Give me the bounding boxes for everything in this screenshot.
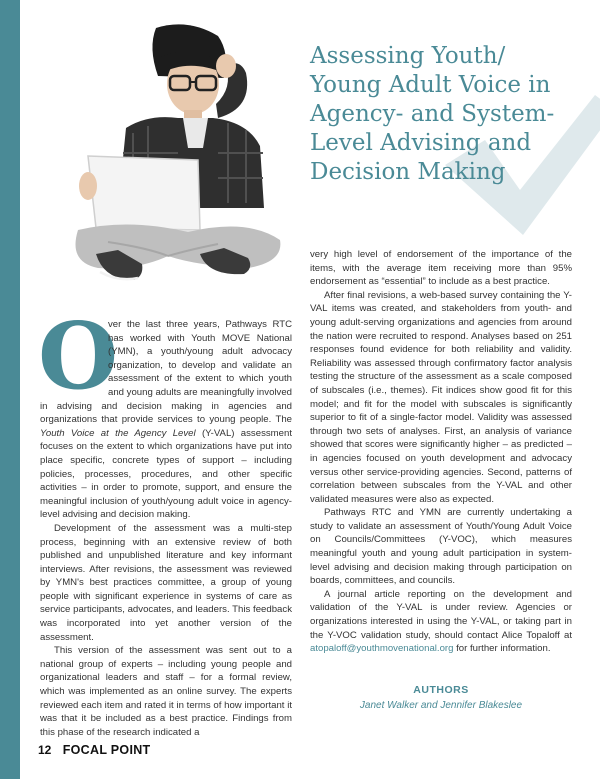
paragraph-y-voc: Pathways RTC and YMN are currently undertaking a study to validate an assessment of Youth/Young Adult Voice on Councils/Committees (Y-VOC), which measures meaningful youth and young adult participation in system-level advising and decision making through participation on boards, committees, and councils.: [310, 507, 572, 587]
contact-text-end: for further information.: [453, 643, 551, 655]
intro-paragraph: [38, 302, 293, 522]
page-number: 12: [38, 743, 52, 757]
right-column: [310, 248, 572, 656]
paragraph-expert-review: This version of the assessment was sent out to a national group of experts – including young people and organizational leaders and staff – for a formal review, which was implemented as an online survey. The experts reviewed each item and rated it in terms of how important it was that it be included as a best practice. Findings from this phase of the research indicated a: [40, 645, 292, 738]
side-accent-bar: [0, 0, 20, 779]
publication-name: FOCAL POINT: [62, 743, 151, 757]
authors-names: Janet Walker and Jennifer Blakeslee: [359, 700, 523, 711]
paragraph-contact: [310, 588, 572, 656]
left-column: [38, 302, 293, 739]
intro-text-end: (Y-VAL) assessment focuses on the extent to which organizations have put into place specific, concrete types of support – including policies, processes, procedures, and other specific activities – in order to promote, support, and ensure the meaningful inclusion of youth/young adult voice in agency-level advising and decision making.: [40, 427, 292, 521]
article-title: Assessing Youth/ Young Adult Voice in Agency- and System-Level Advising and Decision Making: [310, 43, 555, 185]
student-with-laptop-photo: [48, 18, 288, 288]
contact-text: A journal article reporting on the development and validation of the Y-VAL is under review. Agencies or organizations interested in using the Y-VAL, or taking part in the Y-VOC validation study, should contact Alice Topaloff at: [310, 588, 572, 641]
page-footer: [38, 743, 151, 757]
intro-italic-title: Youth Voice at the Agency Level: [40, 427, 196, 439]
paragraph-development: Development of the assessment was a multi-step process, beginning with an extensive review of both published and unpublished literature and key informant interviews. After revisions, the assessment was reviewed by YMN's best practices committee, a group of young people with significant experience in systems of care as service participants, advocates, and leaders. This feedback was incorporated into yet another version of the assessment.: [40, 522, 292, 643]
drop-cap: O: [38, 302, 119, 410]
paragraph-analysis: After final revisions, a web-based survey containing the Y-VAL items was created, and stakeholders from youth- and young adult-serving organizations and agencies from around the nation were recruited to respond. Analyses based on 251 responses found evidence for both reliability and validity. Reliability was assessed through confirmatory factor analysis testing the structure of the assessment as a scale composed of subscales (i.e., themes). Fit indices show good fit for this model; and fit for the model with subscales is significantly superior to fit of a single-factor model. Validity was assessed through two sets of analyses. First, an analysis of variance showed that scores were significantly higher – as predicted – in agencies focused on youth development and advocacy versus other service-providing agencies. Second, patterns of correlation between subscales from the Y-VAL and other validated measures were also as expected.: [310, 289, 572, 505]
contact-email-link[interactable]: atopaloff@youthmovenational.org: [310, 643, 454, 655]
paragraph-endorsement: very high level of endorsement of the importance of the items, with the average item receiving more than 95% endorsement as “essential” to include as a best practice.: [310, 249, 572, 288]
intro-text: ver the last three years, Pathways RTC has worked with Youth MOVE National (YMN), a youth/young adult advocacy organization, to develop and validate an assessment of the extent to which youth and young adults are meaningfully involved in advising and decision making in agencies and organizations that provide services to young people. The: [40, 319, 293, 426]
authors-heading: AUTHORS: [413, 684, 469, 696]
